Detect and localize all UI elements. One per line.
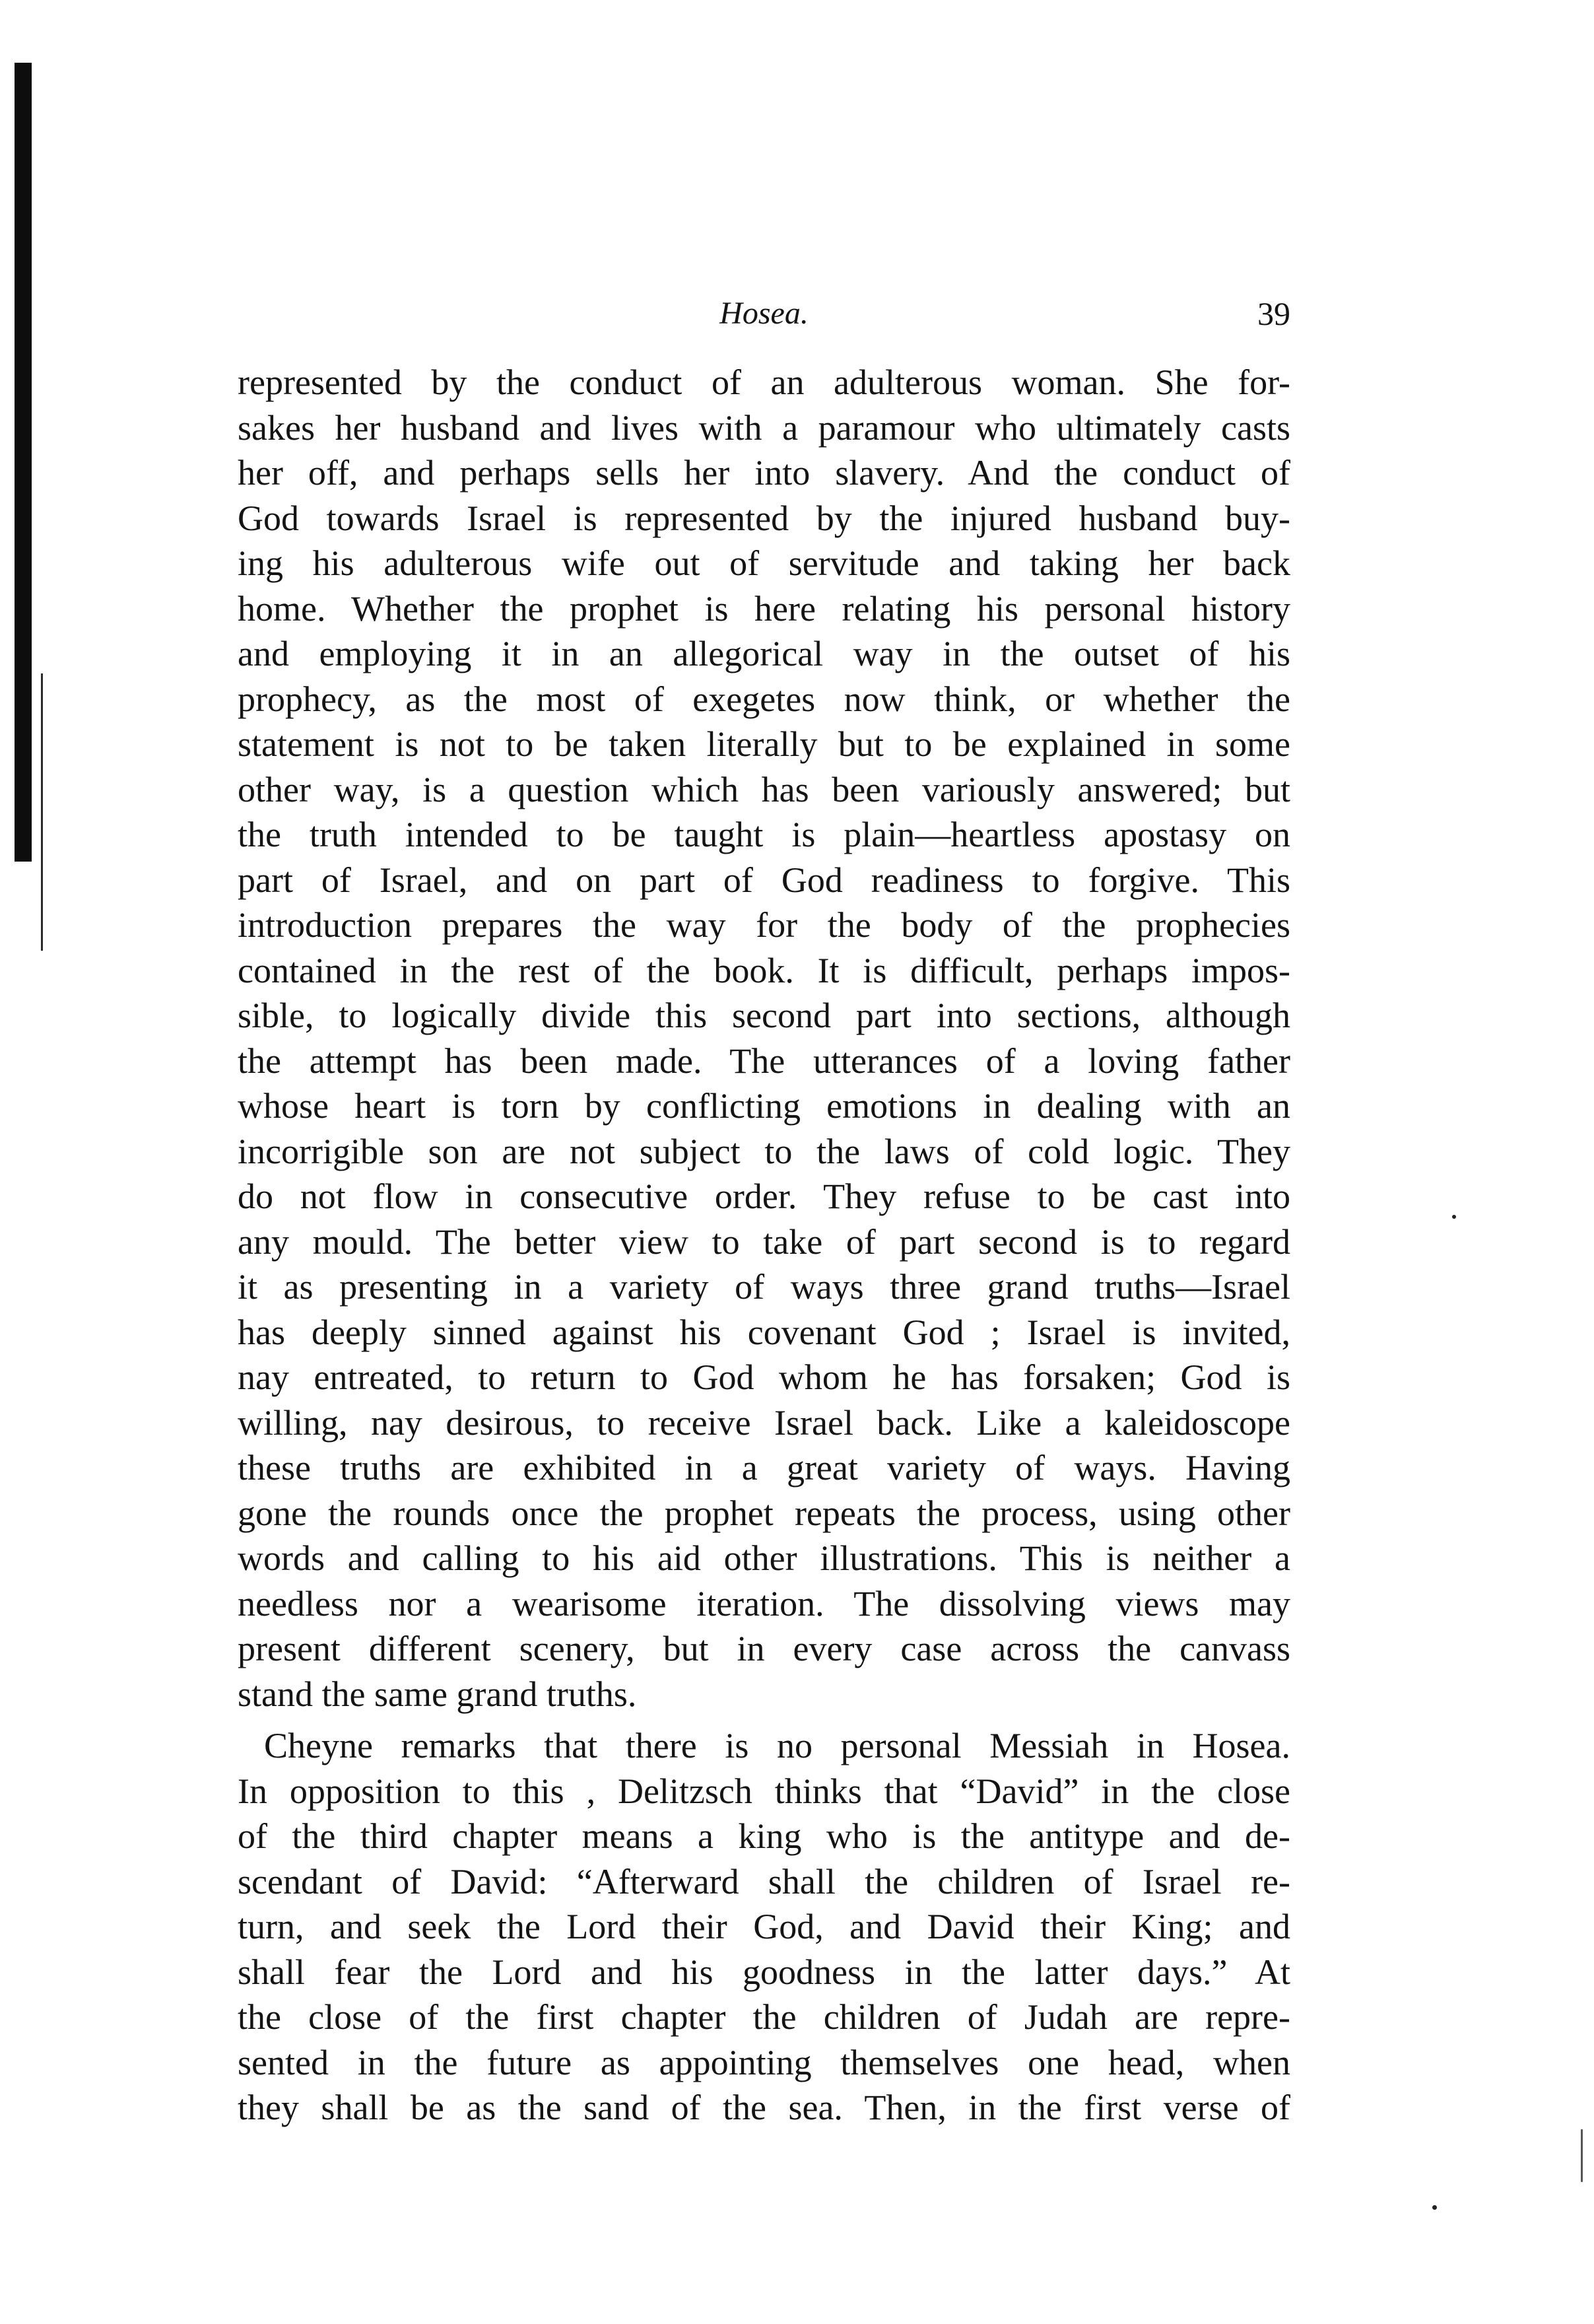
text-line: any mould. The better view to take of part second is to regard: [238, 1221, 1290, 1262]
text-line: the close of the first chapter the children of Judah are repre-: [238, 1997, 1290, 2037]
text-line: it as presenting in a variety of ways three grand truths—Israel: [238, 1267, 1290, 1307]
text-line: shall fear the Lord and his goodness in the latter days.” At: [238, 1952, 1290, 1992]
running-title: Hosea.: [719, 296, 809, 331]
text-line: scendant of David: “Afterward shall the children of Israel re-: [238, 1861, 1290, 1901]
text-line: of the third chapter means a king who is the antitype and de-: [238, 1816, 1290, 1856]
text-line: statement is not to be taken literally but to be explained in some: [238, 724, 1290, 764]
binding-edge-shadow: [15, 63, 32, 862]
page-number: 39: [1257, 295, 1290, 332]
text-line: the truth intended to be taught is plain—heartless apostasy on: [238, 815, 1290, 854]
text-line: In opposition to this , Delitzsch thinks that “David” in the close: [238, 1771, 1290, 1811]
text-line: turn, and seek the Lord their God, and David their King; and: [238, 1907, 1290, 1946]
text-line: willing, nay desirous, to receive Israel back. Like a kaleidoscope: [238, 1402, 1290, 1443]
text-line: whose heart is torn by conflicting emotions in dealing with an: [238, 1086, 1290, 1126]
text-line: represented by the conduct of an adulterous woman. She for-: [238, 362, 1290, 402]
text-line: contained in the rest of the book. It is difficult, perhaps impos-: [238, 950, 1290, 990]
text-line: words and calling to his aid other illustrations. This is neither a: [238, 1538, 1290, 1578]
text-line: they shall be as the sand of the sea. Then, in the first verse of: [238, 2088, 1290, 2127]
text-line: incorrigible son are not subject to the laws of cold logic. They: [238, 1131, 1290, 1171]
page-header: [238, 290, 1290, 337]
binding-edge-line: [41, 673, 43, 951]
scan-speck: [1581, 2129, 1583, 2182]
text-line: sible, to logically divide this second part into sections, although: [238, 996, 1290, 1035]
text-line: ing his adulterous wife out of servitude and taking her back: [238, 543, 1290, 583]
text-line: Cheyne remarks that there is no personal Messiah in Hosea.: [264, 1726, 1290, 1765]
text-line: present different scenery, but in every case across the canvass: [238, 1629, 1290, 1668]
text-line: introduction prepares the way for the body of the prophecies: [238, 905, 1290, 945]
text-line: needless nor a wearisome iteration. The dissolving views may: [238, 1583, 1290, 1623]
paragraph: [238, 360, 1290, 1717]
text-line: prophecy, as the most of exegetes now think, or whether the: [238, 679, 1290, 719]
text-line: gone the rounds once the prophet repeats the process, using other: [238, 1493, 1290, 1533]
paragraph: [238, 1723, 1290, 2131]
text-line: the attempt has been made. The utterances of a loving father: [238, 1041, 1290, 1081]
scan-speck: [1432, 2205, 1437, 2210]
text-line: and employing it in an allegorical way in the outset of his: [238, 634, 1290, 673]
text-line: home. Whether the prophet is here relating his personal history: [238, 588, 1290, 629]
text-line: God towards Israel is represented by the injured husband buy-: [238, 498, 1290, 538]
text-line: these truths are exhibited in a great variety of ways. Having: [238, 1448, 1290, 1487]
text-line: sakes her husband and lives with a paramour who ultimately casts: [238, 407, 1290, 448]
text-line: has deeply sinned against his covenant God ; Israel is invited,: [238, 1312, 1290, 1352]
text-line: other way, is a question which has been variously answered; but: [238, 769, 1290, 809]
scan-speck: [1452, 1215, 1456, 1219]
text-line: do not flow in consecutive order. They refuse to be cast into: [238, 1177, 1290, 1216]
paragraph-gap: [238, 1717, 1290, 1723]
text-line: stand the same grand truths.: [238, 1674, 637, 1714]
text-line: nay entreated, to return to God whom he has forsaken; God is: [238, 1357, 1290, 1397]
text-line: part of Israel, and on part of God readiness to forgive. This: [238, 860, 1290, 900]
body-text: [238, 360, 1290, 2131]
text-line: sented in the future as appointing themselves one head, when: [238, 2042, 1290, 2082]
text-line: her off, and perhaps sells her into slavery. And the conduct of: [238, 453, 1290, 493]
